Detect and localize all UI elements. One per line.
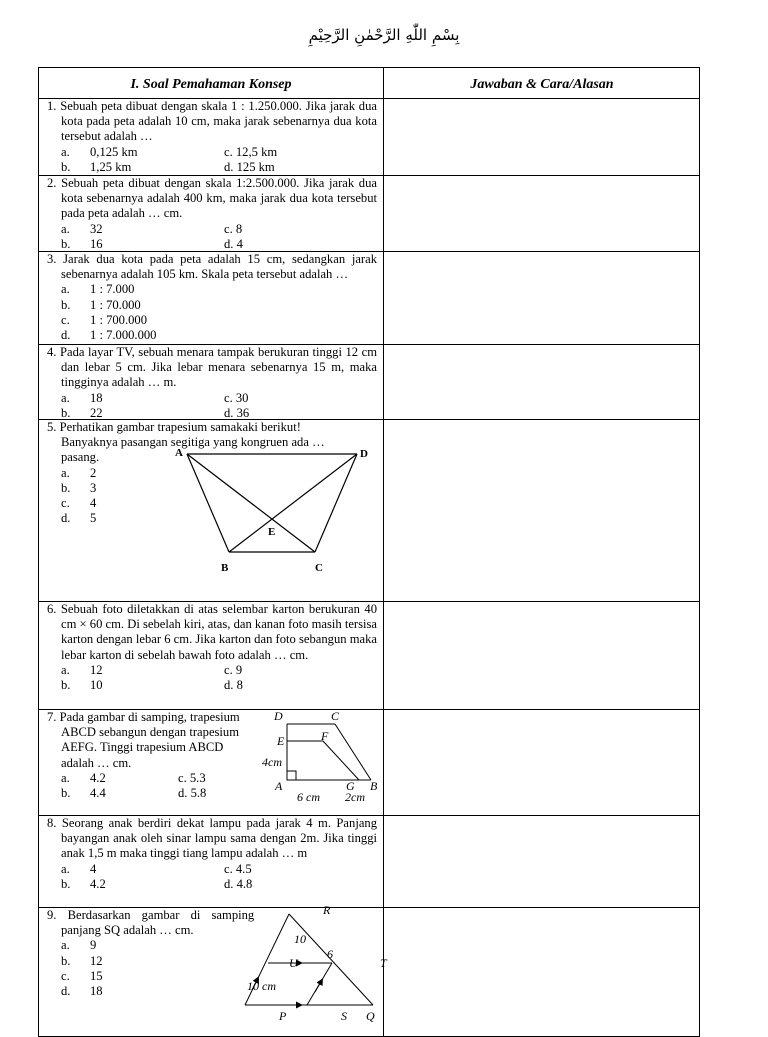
column-divider: [383, 68, 384, 1036]
option-row: [61, 237, 377, 252]
option-text: 10: [90, 678, 103, 692]
option-text: 4: [90, 495, 97, 510]
option-text: 2: [90, 465, 97, 480]
question-text: 8. Seorang anak berdiri dekat lampu pada jarak 4 m. Panjang bayangan anak oleh sinar lampu sama dengan 2m. Jika tinggi anak 1,5 m maka tinggi tiang lampu adalah … m: [47, 816, 377, 861]
option-letter: b.: [61, 236, 71, 251]
column-header-questions: I. Soal Pemahaman Konsep: [130, 77, 292, 92]
right-angle-mark: [287, 771, 296, 780]
option-text: c. 12,5 km: [224, 144, 278, 159]
label-c: C: [331, 709, 340, 723]
label-e: E: [277, 734, 285, 748]
label-d: D: [360, 448, 368, 460]
edge-ab: [187, 454, 229, 552]
edge-fg: [323, 741, 359, 780]
question-6: [47, 602, 377, 693]
option-letter: a.: [61, 465, 70, 480]
option-letter: b.: [61, 876, 71, 891]
options: [47, 282, 377, 343]
parallel-arrow: [315, 980, 322, 992]
question-text: 9. Berdasarkan gambar di samping: [47, 908, 255, 922]
option-text: 0,125 km: [90, 144, 138, 159]
question-text: 3. Jarak dua kota pada peta adalah 15 cm, sedangkan jarak sebenarnya adalah 105 km. Skala peta tersebut adalah …: [47, 252, 377, 282]
options: [47, 391, 377, 421]
option-letter: b.: [61, 786, 71, 800]
question-text: ABCD sebangun dengan trapesium: [61, 725, 240, 740]
option-letter: a.: [61, 861, 70, 876]
options: [47, 771, 267, 801]
question-text: 7. Pada gambar di samping, trapesium: [47, 710, 240, 724]
question-text: 2. Sebuah peta dibuat dengan skala 1:2.500.000. Jika jarak dua kota sebenarnya adalah 400 km, maka jarak dua kota tersebut pada peta adalah … cm.: [47, 176, 377, 221]
label-g: G: [346, 779, 355, 793]
option-row: [61, 222, 377, 237]
question-text: Banyaknya pasangan segitiga yang kongruen ada …: [61, 435, 325, 450]
option-letter: a.: [61, 282, 70, 297]
question-3: [47, 252, 377, 343]
option-letter: a.: [61, 221, 70, 236]
question-text: 5. Perhatikan gambar trapesium samakaki berikut!: [47, 420, 301, 434]
option-row: [61, 328, 377, 343]
option-text: 12: [90, 953, 103, 968]
option-letter: b.: [61, 953, 71, 968]
question-1: [47, 99, 377, 175]
option-text: 4.2: [90, 876, 106, 891]
diagonal-ac: [187, 454, 315, 552]
option-letter: a.: [61, 390, 70, 405]
option-text: 1 : 70.000: [90, 297, 141, 312]
option-text: 1 : 7.000: [90, 282, 135, 297]
option-text: c. 30: [224, 390, 249, 405]
option-row: [61, 145, 377, 160]
label-e: E: [268, 526, 276, 538]
question-text: adalah … cm.: [61, 755, 132, 770]
edge-cd: [315, 454, 357, 552]
option-text: 1 : 700.000: [90, 312, 148, 327]
option-letter: a.: [61, 144, 70, 159]
label-ut: 6: [327, 947, 333, 961]
label-f: F: [321, 729, 329, 743]
question-text: 6. Sebuah foto diletakkan di atas selembar karton berukuran 40 cm × 60 cm. Di sebelah kiri, atas, dan kanan foto masih tersisa karton dengan lebar 6 cm. Jika karton dan foto sebangun maka lebar karton di sebelah bawah foto adalah … cm.: [47, 602, 377, 662]
options: [47, 145, 377, 175]
option-row: [61, 678, 377, 693]
diagonal-bd: [229, 454, 357, 552]
option-text: 4: [90, 861, 97, 876]
question-4: [47, 345, 377, 421]
label-b: B: [370, 779, 378, 793]
option-text: 32: [90, 221, 103, 236]
option-text: 18: [90, 983, 103, 998]
option-letter: d.: [61, 327, 71, 342]
option-row: [61, 282, 377, 297]
option-text: d. 36: [224, 405, 250, 420]
question-table: [38, 67, 700, 1037]
option-row: [61, 391, 377, 406]
option-row: [61, 663, 377, 678]
option-letter: b.: [61, 159, 71, 174]
label-p: P: [279, 1009, 287, 1023]
trapezoid-figure: [169, 446, 379, 576]
option-text: c. 9: [224, 662, 243, 677]
option-text: 4.2: [90, 770, 106, 785]
option-row: [61, 298, 377, 313]
option-row: [61, 786, 267, 801]
option-text: d. 125 km: [224, 159, 275, 174]
option-letter: b.: [61, 480, 71, 495]
option-row: [61, 862, 377, 877]
options: [47, 222, 377, 252]
label-r: R: [323, 903, 331, 917]
label-ag: 6 cm: [297, 790, 320, 804]
option-text: c. 8: [224, 221, 243, 236]
question-text: AEFG. Tinggi trapesium ABCD: [61, 740, 224, 755]
option-text: 16: [90, 236, 103, 251]
label-a: A: [275, 779, 283, 793]
option-text: 15: [90, 968, 103, 983]
option-letter: b.: [61, 405, 71, 420]
options: [47, 862, 377, 892]
option-letter: a.: [61, 770, 70, 785]
option-text: d. 8: [224, 678, 243, 692]
label-a: A: [175, 447, 183, 459]
similar-triangle-figure: [199, 903, 387, 1028]
option-letter: c.: [61, 312, 70, 327]
label-gb: 2cm: [345, 790, 365, 804]
label-c: C: [315, 562, 323, 574]
label-ru: 10: [294, 932, 306, 946]
label-d: D: [274, 709, 283, 723]
basmala-header: بِسْمِ اللّٰهِ الرَّحْمٰنِ الرَّحِيْمِ: [308, 26, 460, 44]
similar-trapezoid-figure: [257, 710, 381, 810]
label-s: S: [341, 1009, 347, 1023]
label-u: U: [289, 956, 298, 970]
option-row: [61, 160, 377, 175]
option-text: 12: [90, 662, 103, 677]
option-text: 1 : 7.000.000: [90, 327, 157, 342]
question-8: [47, 816, 377, 892]
option-text: d. 5.8: [178, 786, 207, 800]
option-text: 22: [90, 405, 103, 420]
label-q: Q: [366, 1009, 375, 1023]
option-letter: d.: [61, 983, 71, 998]
option-row: [61, 877, 377, 892]
question-2: [47, 176, 377, 252]
label-height: 4cm: [262, 755, 282, 769]
option-letter: d.: [61, 511, 71, 526]
label-up: 10 cm: [247, 979, 276, 993]
option-text: 1,25 km: [90, 159, 132, 174]
question-text: 4. Pada layar TV, sebuah menara tampak berukuran tinggi 12 cm dan lebar 5 cm. Jika lebar menara sebenarnya 15 m, maka tingginya adalah … m.: [47, 345, 377, 390]
option-text: 18: [90, 390, 103, 405]
question-text: 1. Sebuah peta dibuat dengan skala 1 : 1.250.000. Jika jarak dua kota pada peta adalah 10 cm, maka jarak sebenarnya dua kota tersebut adalah …: [47, 99, 377, 144]
option-letter: c.: [61, 968, 70, 983]
option-text: c. 5.3: [178, 770, 206, 785]
option-letter: a.: [61, 662, 70, 677]
option-text: 9: [90, 938, 97, 953]
option-letter: b.: [61, 297, 71, 312]
column-header-answers: Jawaban & Cara/Alasan: [470, 77, 614, 92]
label-b: B: [221, 562, 229, 574]
option-text: d. 4.8: [224, 876, 253, 891]
option-text: d. 4: [224, 236, 243, 251]
option-letter: b.: [61, 678, 71, 692]
option-text: 5: [90, 511, 97, 526]
option-row: [61, 406, 377, 421]
option-letter: a.: [61, 938, 70, 953]
question-7: [47, 710, 267, 801]
edge-cb: [335, 724, 371, 780]
option-row: [61, 313, 377, 328]
option-text: 4.4: [90, 786, 106, 800]
question-text: panjang SQ adalah … cm.: [61, 923, 194, 938]
question-text: pasang.: [61, 450, 100, 465]
option-row: [61, 771, 267, 786]
option-text: 3: [90, 480, 97, 495]
option-letter: c.: [61, 495, 70, 510]
option-text: c. 4.5: [224, 861, 252, 876]
label-t: T: [380, 956, 387, 970]
options: [47, 663, 377, 693]
